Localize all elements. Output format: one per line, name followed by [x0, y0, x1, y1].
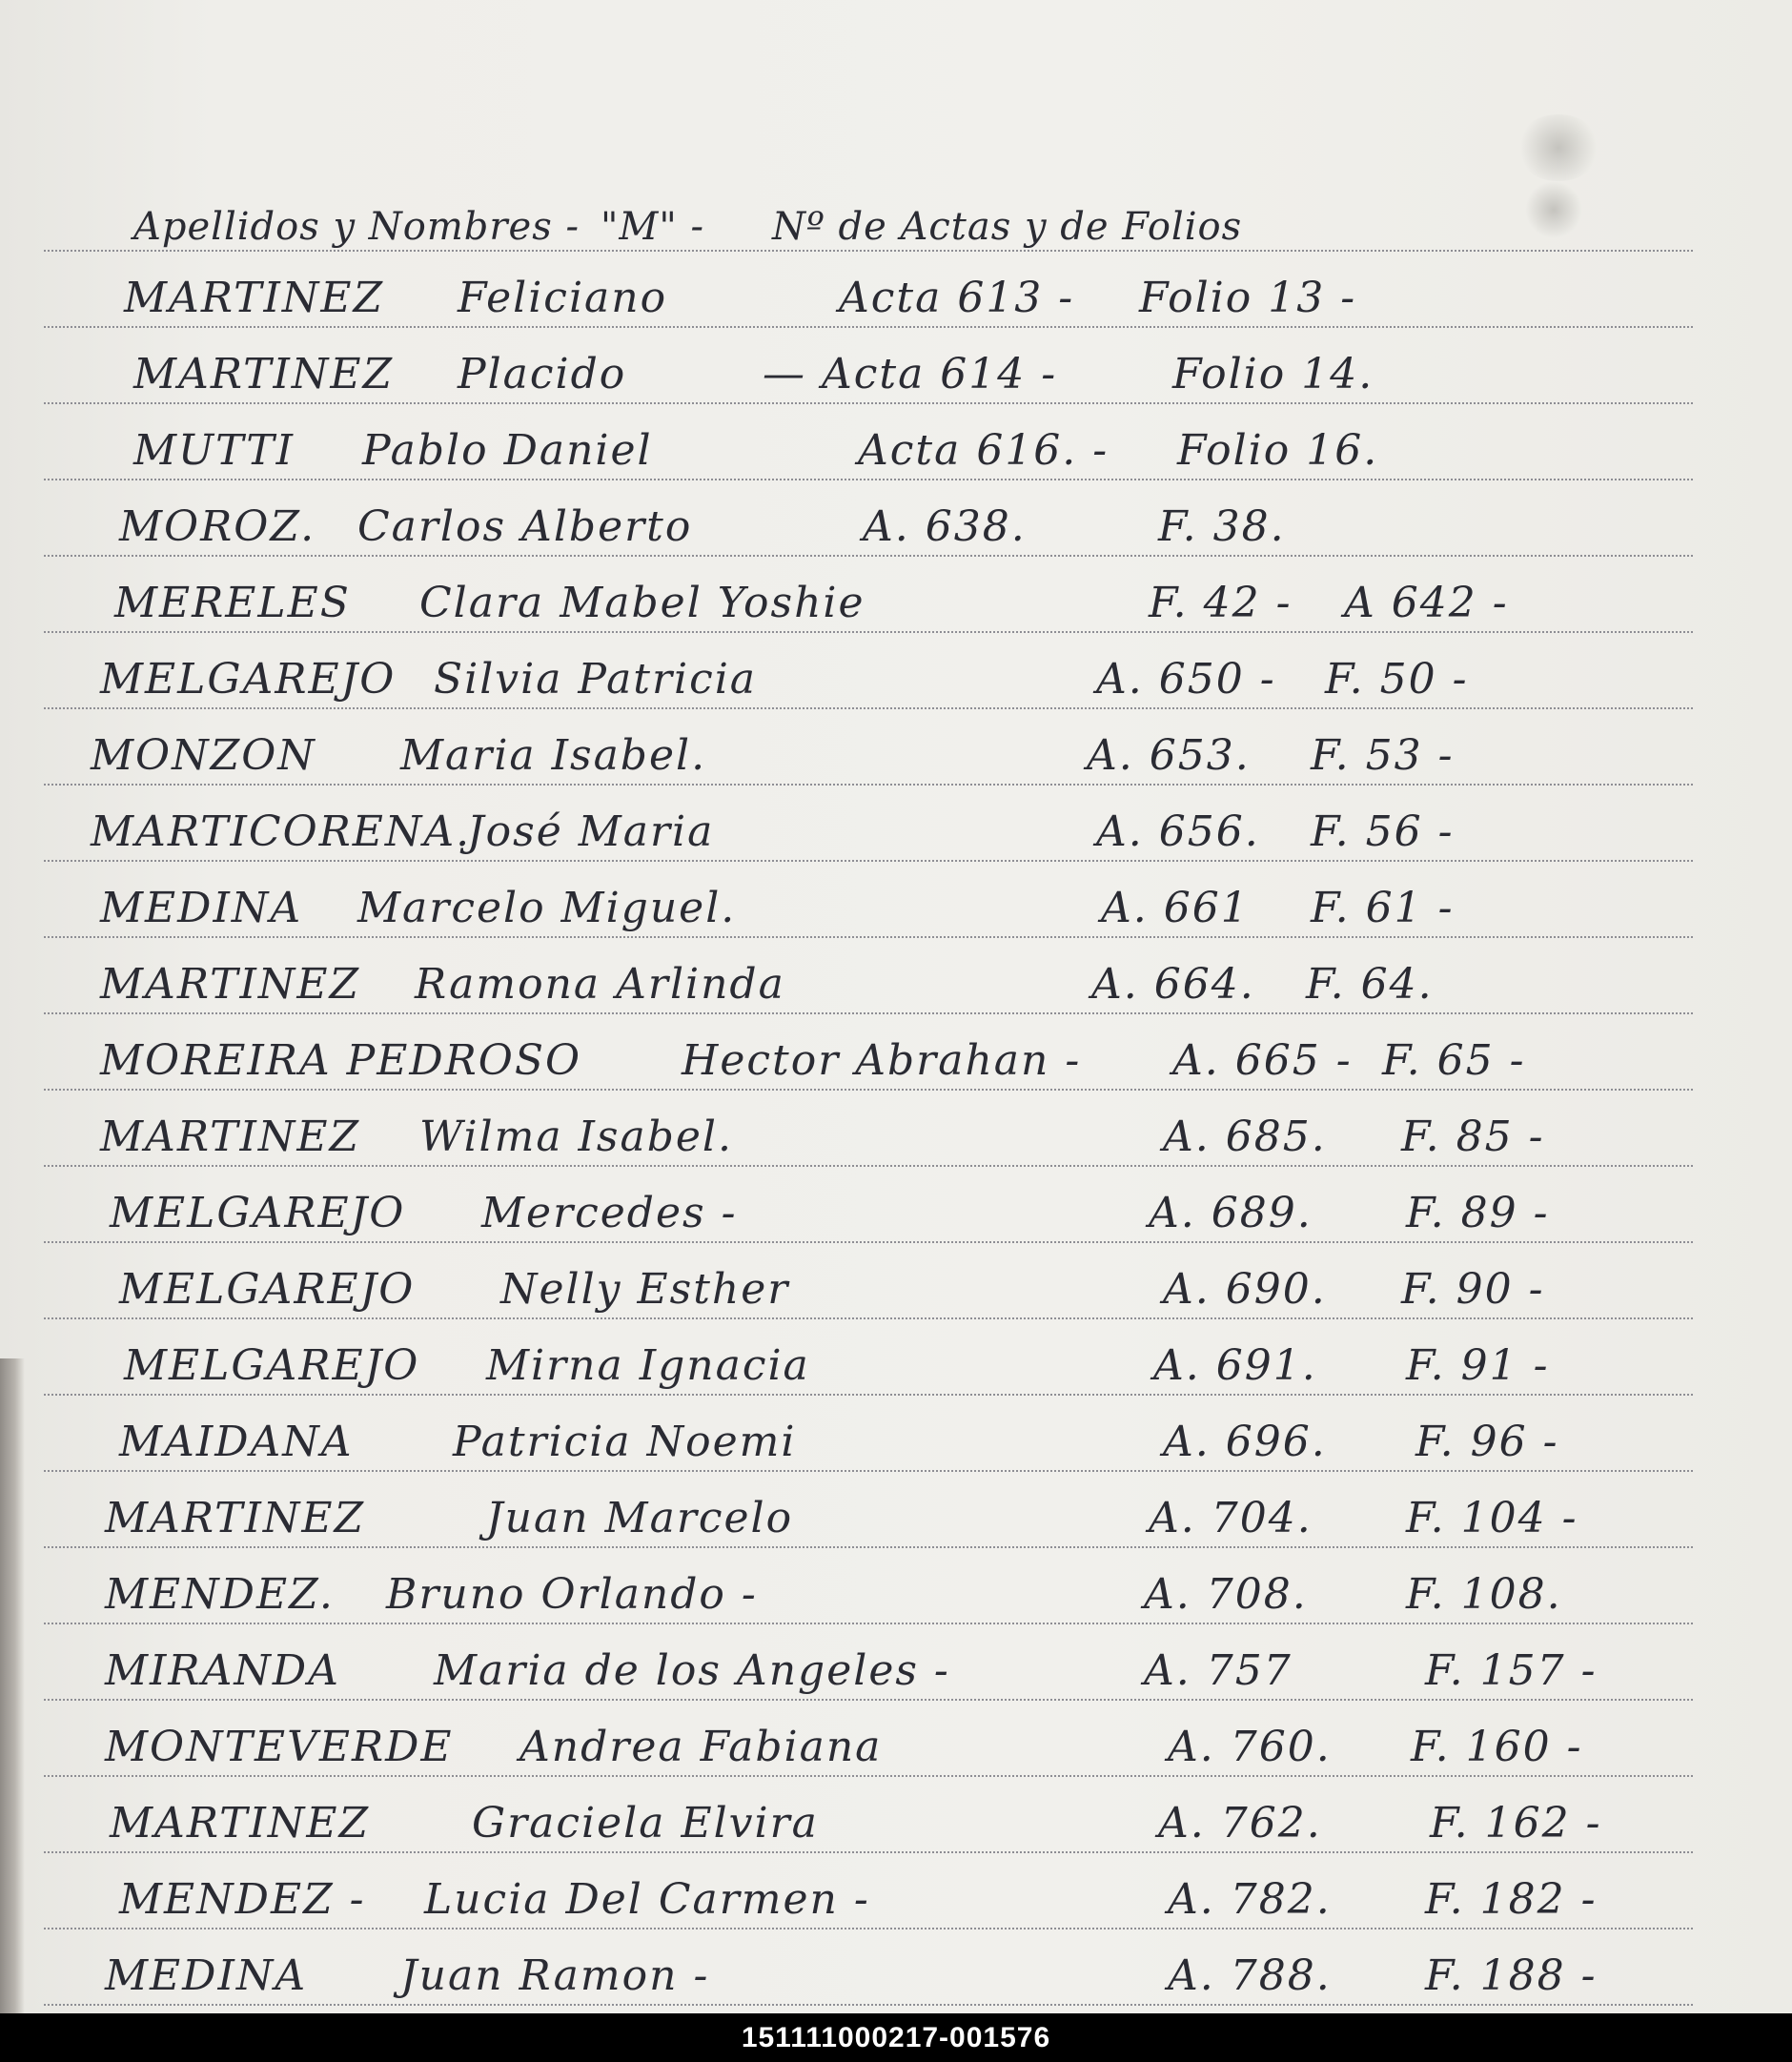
acta-ref: A. 638. — [863, 502, 1027, 551]
surname: MOREIRA PEDROSO — [100, 1036, 582, 1085]
list-item — [0, 326, 1792, 402]
folio-ref: F. 160 - — [1411, 1723, 1583, 1771]
given-names: Juan Ramon - — [400, 1951, 710, 2000]
acta-ref: A. 690. — [1163, 1265, 1327, 1314]
folio-ref: F. 89 - — [1406, 1189, 1550, 1237]
folio-ref: F. 56 - — [1311, 807, 1455, 856]
surname: MARTINEZ — [124, 274, 385, 322]
document-id-bar — [0, 2013, 1792, 2062]
surname: MONTEVERDE — [105, 1723, 454, 1771]
acta-ref: — Acta 614 - — [763, 350, 1058, 398]
given-names: Patricia Noemi — [453, 1418, 797, 1466]
surname: MARTINEZ — [100, 1113, 361, 1161]
folio-ref: F. 42 - — [1149, 579, 1293, 627]
list-item — [0, 250, 1792, 326]
given-names: Nelly Esther — [500, 1265, 790, 1314]
surname: MELGAREJO — [110, 1189, 406, 1237]
surname: MERELES — [114, 579, 351, 627]
list-item — [0, 1165, 1792, 1241]
list-item — [0, 479, 1792, 555]
acta-ref: A. 650 - — [1096, 655, 1276, 704]
letter-label: "M" - — [601, 205, 704, 249]
folio-ref: Folio 13 - — [1139, 274, 1357, 322]
folio-ref: Folio 14. — [1172, 350, 1375, 398]
surname: MELGAREJO — [119, 1265, 416, 1314]
acta-ref: A. 696. — [1163, 1418, 1327, 1466]
folio-ref: F. 50 - — [1325, 655, 1469, 704]
folio-ref: F. 65 - — [1382, 1036, 1526, 1085]
list-item — [0, 860, 1792, 936]
acta-ref: A. 782. — [1168, 1875, 1332, 1924]
acta-ref: A. 760. — [1168, 1723, 1332, 1771]
list-item — [0, 707, 1792, 784]
given-names: Bruno Orlando - — [386, 1570, 758, 1619]
list-item — [0, 1699, 1792, 1775]
folio-ref: F. 182 - — [1425, 1875, 1598, 1924]
acta-ref: A. 653. — [1087, 731, 1251, 780]
given-names: Marcelo Miguel. — [357, 884, 737, 932]
acta-ref: A. 665 - — [1172, 1036, 1353, 1085]
surname: MIRANDA — [105, 1646, 340, 1695]
given-names: José Maria — [467, 807, 715, 856]
list-item — [0, 631, 1792, 707]
list-item — [0, 1089, 1792, 1165]
list-item — [0, 936, 1792, 1012]
list-item — [0, 1470, 1792, 1546]
list-item — [0, 1012, 1792, 1089]
surname: MEDINA — [105, 1951, 308, 2000]
list-item — [0, 1317, 1792, 1394]
folio-ref: F. 64. — [1306, 960, 1434, 1009]
acta-ref: A. 691. — [1153, 1341, 1317, 1390]
folio-ref: F. 61 - — [1311, 884, 1455, 932]
folio-ref: F. 85 - — [1401, 1113, 1545, 1161]
ruled-line — [44, 2004, 1693, 2006]
list-item — [0, 1546, 1792, 1623]
folio-ref: F. 96 - — [1415, 1418, 1559, 1466]
header-row — [0, 176, 1792, 253]
folio-ref: F. 53 - — [1311, 731, 1455, 780]
folio-ref: Folio 16. — [1177, 426, 1379, 475]
given-names: Mercedes - — [481, 1189, 738, 1237]
given-names: Mirna Ignacia — [486, 1341, 810, 1390]
given-names: Pablo Daniel — [362, 426, 653, 475]
acta-ref: Acta 616. - — [858, 426, 1110, 475]
acta-ref: A. 685. — [1163, 1113, 1327, 1161]
surname: MELGAREJO — [100, 655, 397, 704]
folio-ref: F. 91 - — [1406, 1341, 1550, 1390]
given-names: Andrea Fabiana — [519, 1723, 883, 1771]
list-item — [0, 1394, 1792, 1470]
given-names: Maria Isabel. — [400, 731, 707, 780]
acta-ref: A. 661 — [1101, 884, 1250, 932]
given-names: Carlos Alberto — [357, 502, 693, 551]
surname: MARTICORENA. — [91, 807, 472, 856]
acta-ref: A 642 - — [1344, 579, 1509, 627]
folio-ref: F. 38. — [1158, 502, 1286, 551]
folio-ref: F. 157 - — [1425, 1646, 1598, 1695]
surname: MOROZ. — [119, 502, 316, 551]
surname: MENDEZ - — [119, 1875, 366, 1924]
acta-ref: A. 708. — [1144, 1570, 1308, 1619]
given-names: Feliciano — [458, 274, 668, 322]
surname: MELGAREJO — [124, 1341, 420, 1390]
document-id: 151111000217-001576 — [741, 2022, 1051, 2053]
acta-ref: A. 704. — [1149, 1494, 1313, 1542]
acta-ref: Acta 613 - — [839, 274, 1075, 322]
names-column-label: Apellidos y Nombres - — [133, 205, 580, 249]
list-item — [0, 1623, 1792, 1699]
list-item — [0, 1928, 1792, 2004]
surname: MARTINEZ — [105, 1494, 366, 1542]
surname: MENDEZ. — [105, 1570, 335, 1619]
surname: MUTTI — [133, 426, 295, 475]
given-names: Placido — [458, 350, 627, 398]
given-names: Clara Mabel Yoshie — [419, 579, 865, 627]
given-names: Lucia Del Carmen - — [424, 1875, 870, 1924]
ink-smudge — [1516, 114, 1601, 181]
surname: MAIDANA — [119, 1418, 354, 1466]
surname: MARTINEZ — [133, 350, 395, 398]
given-names: Hector Abrahan - — [682, 1036, 1082, 1085]
given-names: Wilma Isabel. — [419, 1113, 733, 1161]
surname: MEDINA — [100, 884, 303, 932]
surname: MARTINEZ — [100, 960, 361, 1009]
given-names: Maria de los Angeles - — [434, 1646, 950, 1695]
given-names: Ramona Arlinda — [415, 960, 785, 1009]
list-item — [0, 402, 1792, 479]
folio-ref: F. 90 - — [1401, 1265, 1545, 1314]
folio-ref: F. 188 - — [1425, 1951, 1598, 2000]
folio-ref: F. 162 - — [1430, 1799, 1602, 1848]
list-item — [0, 555, 1792, 631]
list-item — [0, 1775, 1792, 1851]
folio-ref: F. 108. — [1406, 1570, 1562, 1619]
list-item — [0, 784, 1792, 860]
list-item — [0, 1241, 1792, 1317]
acta-ref: A. 656. — [1096, 807, 1260, 856]
given-names: Juan Marcelo — [486, 1494, 794, 1542]
acta-ref: A. 689. — [1149, 1189, 1313, 1237]
acta-ref: A. 762. — [1158, 1799, 1322, 1848]
surname: MONZON — [91, 731, 316, 780]
acta-ref: A. 788. — [1168, 1951, 1332, 2000]
folio-ref: F. 104 - — [1406, 1494, 1578, 1542]
surname: MARTINEZ — [110, 1799, 371, 1848]
numbers-column-label: Nº de Actas y de Folios — [772, 205, 1243, 249]
given-names: Graciela Elvira — [472, 1799, 819, 1848]
list-item — [0, 1851, 1792, 1928]
acta-ref: A. 664. — [1091, 960, 1255, 1009]
given-names: Silvia Patricia — [434, 655, 758, 704]
acta-ref: A. 757 — [1144, 1646, 1293, 1695]
